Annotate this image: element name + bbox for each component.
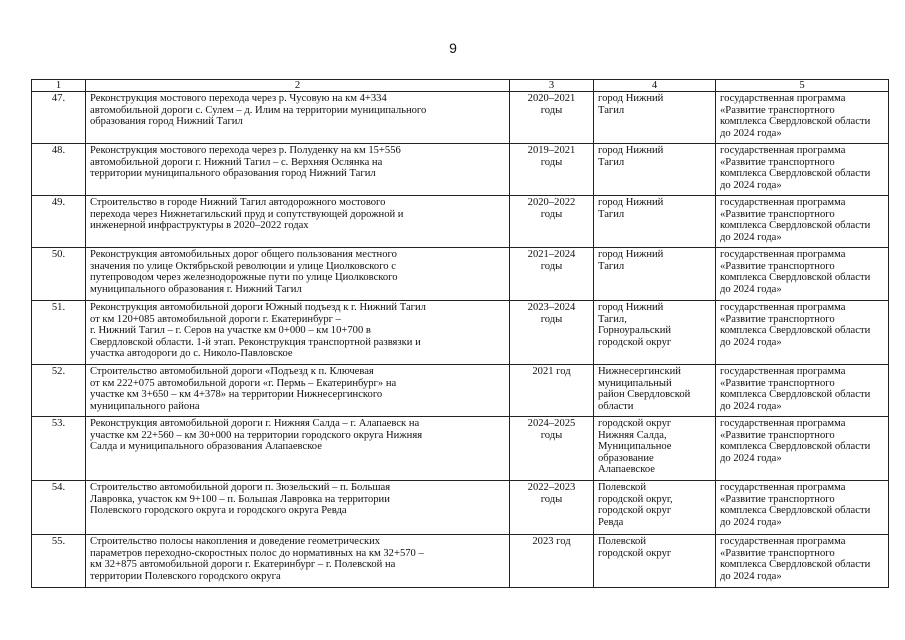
header-col-5: 5 — [716, 80, 889, 92]
table-header-row — [32, 80, 889, 92]
project-location: Нижнесергинский муниципальный район Свердловской области — [594, 365, 716, 417]
project-location: город Нижний Тагил — [594, 196, 716, 248]
project-years: 2022–2023 годы — [510, 481, 594, 535]
table-row — [32, 301, 889, 365]
table-row — [32, 365, 889, 417]
table-row — [32, 92, 889, 144]
project-years: 2024–2025 годы — [510, 417, 594, 481]
project-years: 2021 год — [510, 365, 594, 417]
project-description: Реконструкция автомобильной дороги Южный подъезд к г. Нижний Тагил от км 120+085 автомобильной дороги г. Екатеринбург – г. Нижний Тагил – г. Серов на участке км 0+000 – км 10+700 в Свердловской области. 1-й этап. Реконструкция транспортной развязки и участка автодороги до с. Николо-Павловское — [86, 301, 510, 365]
funding-program: государственная программа «Развитие транспортного комплекса Свердловской области до 2024 года» — [716, 92, 889, 144]
project-location: город Нижний Тагил — [594, 144, 716, 196]
project-location: город Нижний Тагил — [594, 92, 716, 144]
table-row — [32, 481, 889, 535]
header-col-2: 2 — [86, 80, 510, 92]
header-col-3: 3 — [510, 80, 594, 92]
table-row — [32, 248, 889, 301]
project-description: Реконструкция автомобильных дорог общего пользования местного значения по улице Октябрьской революции и улице Циолковского с путепроводом через железнодорожные пути по улице Циолковского муниципального образования г. Нижний Тагил — [86, 248, 510, 301]
row-number: 54. — [32, 481, 86, 535]
projects-table — [31, 79, 889, 588]
funding-program: государственная программа «Развитие транспортного комплекса Свердловской области до 2024 года» — [716, 248, 889, 301]
row-number: 49. — [32, 196, 86, 248]
project-description: Реконструкция мостового перехода через р. Полуденку на км 15+556 автомобильной дороги г. Нижний Тагил – с. Верхняя Ослянка на территории муниципального образования город Нижний Тагил — [86, 144, 510, 196]
project-years: 2020–2022 годы — [510, 196, 594, 248]
project-years: 2023–2024 годы — [510, 301, 594, 365]
project-description: Строительство автомобильной дороги п. Зюзельский – п. Большая Лавровка, участок км 9+100 – п. Большая Лавровка на территории Полевского городского округа и городского округа Ревда — [86, 481, 510, 535]
row-number: 47. — [32, 92, 86, 144]
row-number: 50. — [32, 248, 86, 301]
page-number: 9 — [449, 40, 457, 56]
funding-program: государственная программа «Развитие транспортного комплекса Свердловской области до 2024 года» — [716, 144, 889, 196]
row-number: 51. — [32, 301, 86, 365]
project-description: Реконструкция мостового перехода через р. Чусовую на км 4+334 автомобильной дороги с. Сулем – д. Илим на территории муниципального образования город Нижний Тагил — [86, 92, 510, 144]
header-col-4: 4 — [594, 80, 716, 92]
project-years: 2020–2021 годы — [510, 92, 594, 144]
row-number: 55. — [32, 535, 86, 588]
row-number: 48. — [32, 144, 86, 196]
project-description: Строительство в городе Нижний Тагил автодорожного мостового перехода через Нижнетагильский пруд и сопутствующей дорожной и инженерной инфраструктуры в 2020–2022 годах — [86, 196, 510, 248]
funding-program: государственная программа «Развитие транспортного комплекса Свердловской области до 2024 года» — [716, 417, 889, 481]
project-years: 2021–2024 годы — [510, 248, 594, 301]
project-description: Реконструкция автомобильной дороги г. Нижняя Салда – г. Алапаевск на участке км 22+560 – км 30+000 на территории городского округа Нижняя Салда и муниципального образования Алапаевское — [86, 417, 510, 481]
funding-program: государственная программа «Развитие транспортного комплекса Свердловской области до 2024 года» — [716, 301, 889, 365]
project-description: Строительство автомобильной дороги «Подъезд к п. Ключевая от км 222+075 автомобильной дороги «г. Пермь – Екатеринбург» на участке км 3+650 – км 4+378» на территории Нижнесергинского муниципального района — [86, 365, 510, 417]
funding-program: государственная программа «Развитие транспортного комплекса Свердловской области до 2024 года» — [716, 535, 889, 588]
table-row — [32, 535, 889, 588]
project-location: город Нижний Тагил — [594, 248, 716, 301]
project-description: Строительство полосы накопления и доведение геометрических параметров переходно-скоростных полос до нормативных на км 32+570 – км 32+875 автомобильной дороги г. Екатеринбург – г. Полевской на территории Полевского городского округа — [86, 535, 510, 588]
header-col-1: 1 — [32, 80, 86, 92]
table-row — [32, 417, 889, 481]
row-number: 53. — [32, 417, 86, 481]
project-location: городской округ Нижняя Салда, Муниципальное образование Алапаевское — [594, 417, 716, 481]
funding-program: государственная программа «Развитие транспортного комплекса Свердловской области до 2024 года» — [716, 365, 889, 417]
project-years: 2019–2021 годы — [510, 144, 594, 196]
table-row — [32, 144, 889, 196]
project-location: город Нижний Тагил, Горноуральский городской округ — [594, 301, 716, 365]
project-location: Полевской городской округ — [594, 535, 716, 588]
table-row — [32, 196, 889, 248]
row-number: 52. — [32, 365, 86, 417]
project-location: Полевской городской округ, городской округ Ревда — [594, 481, 716, 535]
funding-program: государственная программа «Развитие транспортного комплекса Свердловской области до 2024 года» — [716, 196, 889, 248]
funding-program: государственная программа «Развитие транспортного комплекса Свердловской области до 2024 года» — [716, 481, 889, 535]
project-years: 2023 год — [510, 535, 594, 588]
